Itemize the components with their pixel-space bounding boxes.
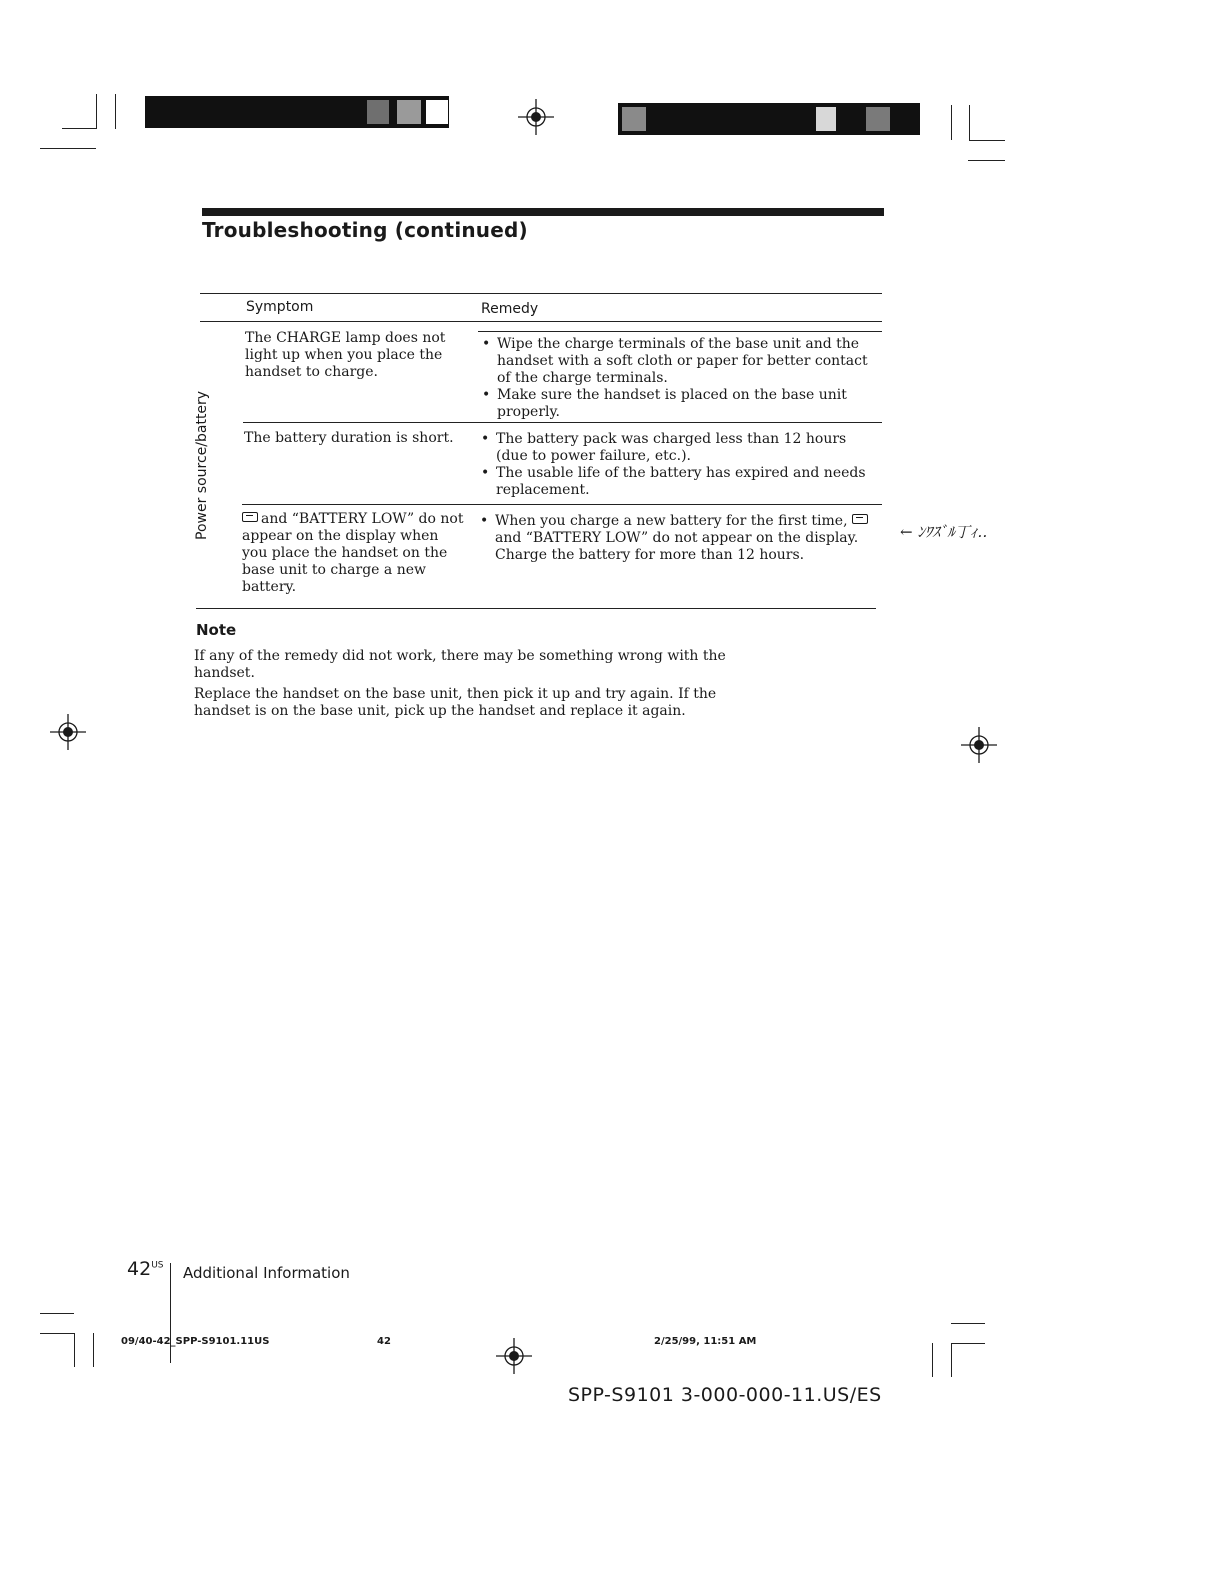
remedy-item: • Make sure the handset is placed on the base unit properly.: [480, 387, 880, 421]
remedy-item: • The battery pack was charged less than 12 hours (due to power failure, etc.).: [479, 431, 879, 465]
color-bar-left: [145, 96, 449, 128]
battery-icon: [242, 512, 258, 522]
symptom-cell: The CHARGE lamp does not light up when you place the handset to charge.: [245, 330, 446, 380]
symptom-cell: The battery duration is short.: [244, 430, 454, 446]
remedy-list: [478, 513, 878, 564]
column-header-symptom: Symptom: [246, 299, 314, 315]
remedy-item: • When you charge a new battery for the first time, and “BATTERY LOW” do not appear on the display. Charge the battery for more than 12 hours.: [478, 513, 878, 564]
page-title: Troubleshooting (continued): [202, 218, 528, 242]
section-name: Additional Information: [183, 1264, 350, 1282]
remedy-list: [479, 431, 879, 499]
remedy-item: • Wipe the charge terminals of the base unit and the handset with a soft cloth or paper for better contact of the charge terminals.: [480, 336, 880, 387]
section-label: Power source/battery: [194, 390, 210, 540]
battery-icon: [852, 514, 868, 524]
imprint-file-name: 09/40-42_SPP-S9101.11US: [121, 1336, 270, 1347]
note-title: Note: [196, 621, 237, 639]
registration-mark-icon: [961, 727, 997, 763]
symptom-cell: and “BATTERY LOW” do not appear on the display when you place the handset on the base unit to charge a new battery.: [242, 511, 464, 595]
remedy-list: [480, 336, 880, 421]
color-bar-right: [618, 103, 920, 135]
imprint-page-number: 42: [377, 1336, 391, 1347]
column-header-remedy: Remedy: [481, 301, 539, 317]
imprint-timestamp: 2/25/99, 11:51 AM: [654, 1336, 757, 1347]
handwritten-annotation: ← ﾝﾜｽﾞﾙ丁ｨ‥: [900, 523, 988, 541]
registration-mark-icon: [518, 99, 554, 135]
remedy-item: • The usable life of the battery has expired and needs replacement.: [479, 465, 879, 499]
note-paragraph: If any of the remedy did not work, there may be something wrong with the handset.: [194, 648, 726, 681]
page-number: $42^{US}$: [127, 1258, 164, 1280]
registration-mark-icon: [50, 714, 86, 750]
note-paragraph: Replace the handset on the base unit, then pick it up and try again. If the handset is on the base unit, pick up the handset and replace it again.: [194, 686, 717, 719]
product-code: SPP-S9101 3-000-000-11.US/ES: [568, 1384, 882, 1406]
registration-mark-icon: [496, 1338, 532, 1374]
heading-rule: [202, 208, 884, 216]
